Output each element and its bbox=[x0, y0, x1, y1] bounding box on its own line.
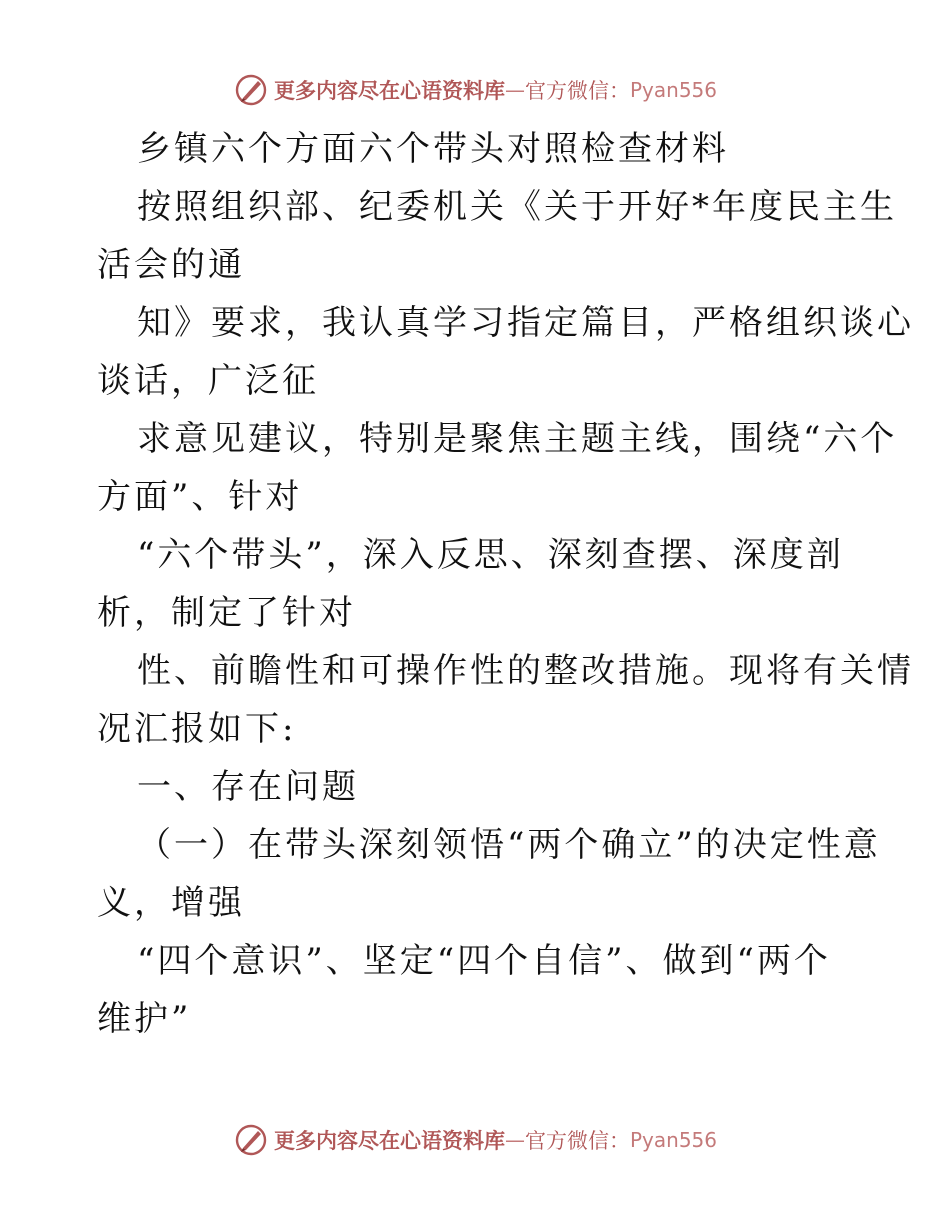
paragraph-line: “六个带头”，深入反思、深刻查摆、深度剖 bbox=[137, 535, 844, 575]
subsection-heading-line: “四个意识”、坚定“四个自信”、做到“两个 bbox=[137, 941, 831, 981]
paragraph-line: 况汇报如下: bbox=[97, 709, 297, 749]
watermark-official-label: 官方微信： bbox=[525, 1129, 630, 1153]
watermark-separator: — bbox=[505, 1128, 525, 1152]
watermark-main-text: 更多内容尽在心语资料库 bbox=[274, 78, 505, 103]
paragraph-line: 求意见建议，特别是聚焦主题主线，围绕“六个 bbox=[137, 419, 898, 459]
quill-pen-logo-icon bbox=[234, 1123, 268, 1157]
watermark-separator: — bbox=[505, 78, 525, 102]
paragraph-line: 性、前瞻性和可操作性的整改措施。现将有关情 bbox=[137, 651, 914, 691]
paragraph-line: 知》要求，我认真学习指定篇目，严格组织谈心 bbox=[137, 303, 914, 343]
footer-watermark bbox=[234, 1123, 717, 1157]
paragraph-line: 活会的通 bbox=[97, 245, 245, 285]
section-heading: 一、存在问题 bbox=[137, 767, 359, 807]
watermark-official-label: 官方微信： bbox=[525, 79, 630, 103]
subsection-heading-line: 维护” bbox=[97, 999, 192, 1039]
paragraph-line: 按照组织部、纪委机关《关于开好*年度民主生 bbox=[137, 187, 897, 227]
paragraph-line: 方面”、针对 bbox=[97, 477, 303, 517]
watermark-wechat-id: Pyan556 bbox=[630, 1128, 718, 1152]
subsection-heading-line: （一）在带头深刻领悟“两个确立”的决定性意 bbox=[137, 825, 881, 865]
paragraph-line: 谈话，广泛征 bbox=[97, 361, 319, 401]
watermark-main-text: 更多内容尽在心语资料库 bbox=[274, 1128, 505, 1153]
document-title: 乡镇六个方面六个带头对照检查材料 bbox=[137, 129, 729, 169]
paragraph-line: 析，制定了针对 bbox=[97, 593, 356, 633]
header-watermark bbox=[234, 73, 717, 107]
quill-pen-logo-icon bbox=[234, 73, 268, 107]
subsection-heading-line: 义，增强 bbox=[97, 883, 245, 923]
watermark-wechat-id: Pyan556 bbox=[630, 78, 718, 102]
